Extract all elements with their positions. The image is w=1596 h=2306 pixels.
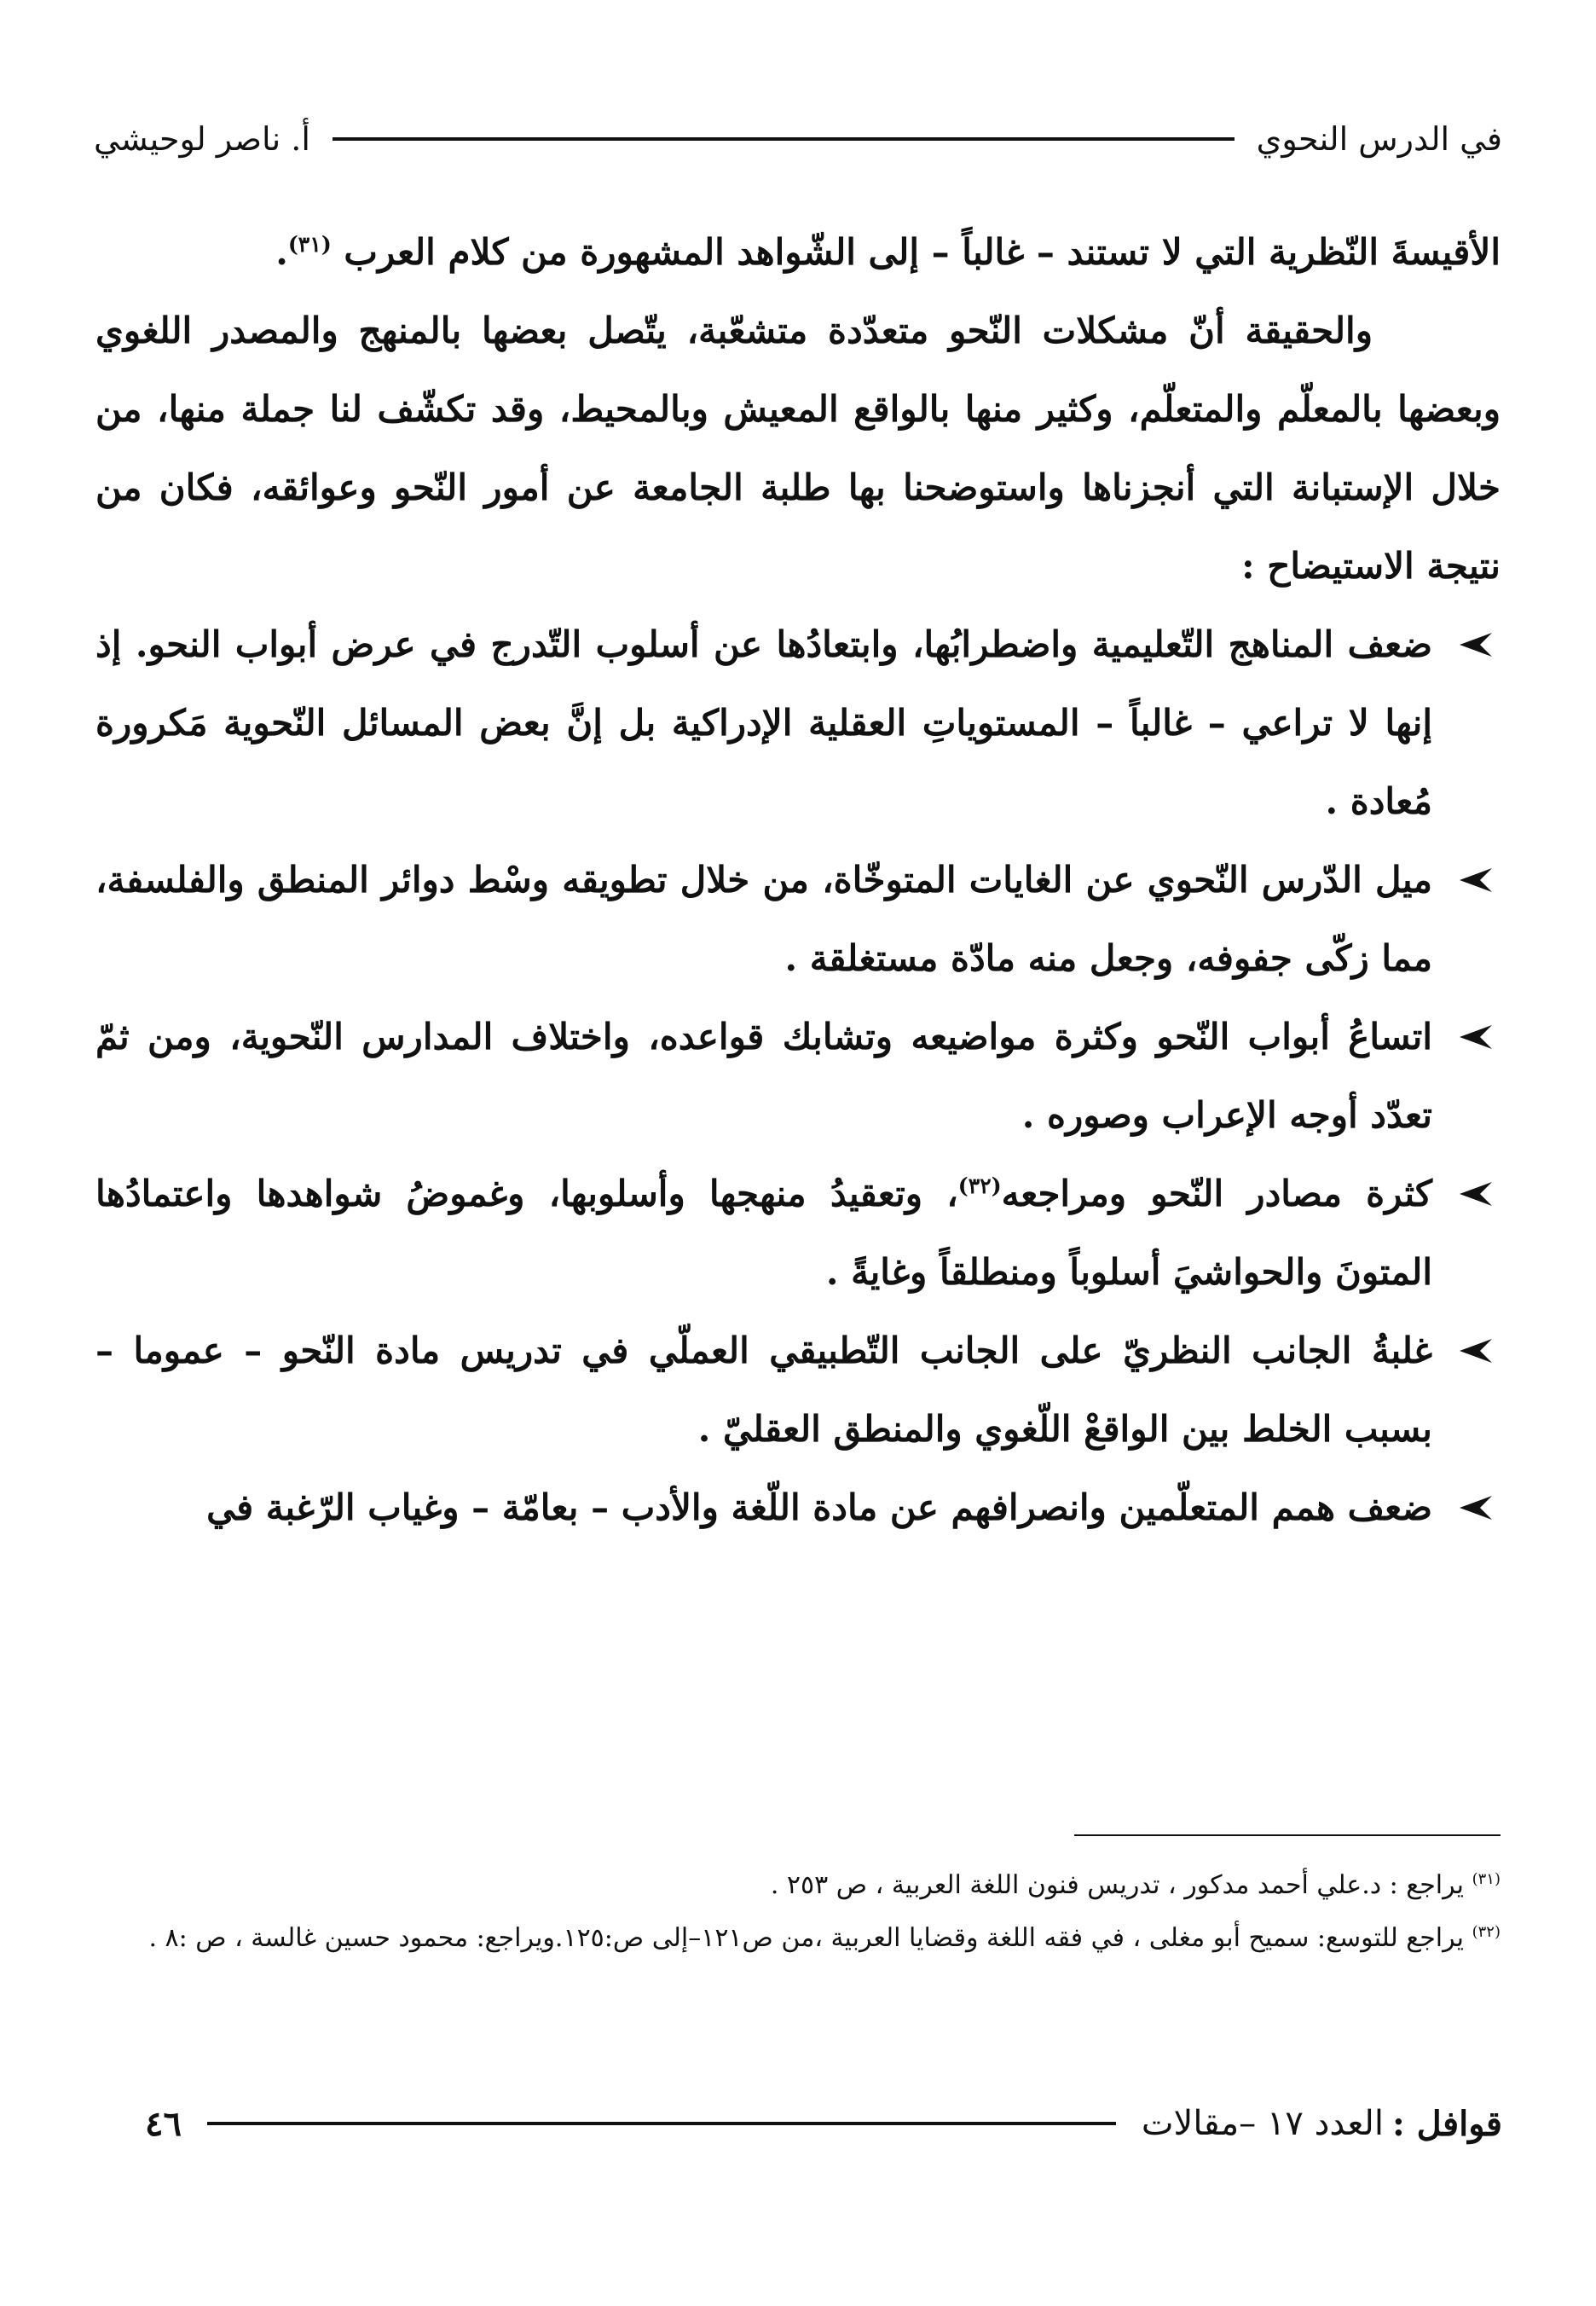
footnote-text: يراجع : د.علي أحمد مدكور ، تدريس فنون اللغة العربية ، ص ٢٥٣ . bbox=[770, 1870, 1465, 1900]
footer-issue: العدد ١٧ –مقالات bbox=[1141, 2104, 1384, 2143]
header-rule bbox=[332, 137, 1235, 141]
list-item-text: اتساعُ أبواب النّحو وكثرة مواضيعه وتشابك قواعده، واختلاف المدارس النّحوية، ومن ثمّ تعدّد أوجه الإعراب وصوره . bbox=[95, 1016, 1432, 1136]
arrowhead-bullet-icon bbox=[1458, 1022, 1495, 1052]
footer-journal: قوافل : bbox=[1391, 2103, 1502, 2144]
list-item bbox=[95, 1469, 1501, 1547]
arrowhead-bullet-icon bbox=[1458, 865, 1495, 895]
list-item-text: ميل الدّرس النّحوي عن الغايات المتوخّاة، من خلال تطويقه وسْط دوائر المنطق والفلسفة، مما زكّى جفوفه، وجعل منه مادّة مستغلقة . bbox=[95, 859, 1432, 979]
paragraph-1: الأقيسةَ النّظرية التي لا تستند – غالباً – إلى الشّواهد المشهورة من كلام العرب $^{(٣١)}$. bbox=[275, 231, 1501, 273]
arrowhead-bullet-icon bbox=[1458, 629, 1495, 660]
arrowhead-bullet-icon bbox=[1458, 1179, 1495, 1209]
list-item-text-before: كثرة مصادر النّحو ومراجعه bbox=[1001, 1173, 1433, 1214]
footnote-separator bbox=[1074, 1834, 1501, 1836]
footnote-31 bbox=[95, 1859, 1501, 1912]
paragraph-1-text: الأقيسةَ النّظرية التي لا تستند – غالباً – إلى الشّواهد المشهورة من كلام العرب bbox=[344, 231, 1501, 273]
bullet-list bbox=[95, 605, 1501, 1547]
list-item-text: غلبةُ الجانب النظريّ على الجانب التّطبيقي العملّي في تدريس مادة النّحو – عموما – بسبب الخلط بين الواقعْ اللّغوي والمنطق العقليّ . bbox=[95, 1330, 1432, 1450]
arrowhead-bullet-icon bbox=[1458, 1492, 1495, 1523]
footnote-ref-32: (٣٢) bbox=[957, 1173, 1002, 1198]
list-item bbox=[95, 605, 1501, 841]
running-footer bbox=[51, 2089, 1502, 2158]
list-item-text: ضعف المناهج التّعليمية واضطرابُها، وابتعادُها عن أسلوب التّدرج في عرض أبواب النحو. إذ إنها لا تراعي – غالباً – المستوياتِ العقلية الإدراكية بل إنَّ بعض المسائل النّحوية مَكرورة مُعادة . bbox=[95, 623, 1432, 822]
paragraph-2: والحقيقة أنّ مشكلات النّحو متعدّدة متشعّبة، يتّصل بعضها بالمنهج والمصدر اللغوي وبعضها بالمعلّم والمتعلّم، وكثير منها بالواقع المعيش وبالمحيط، وقد تكشّف لنا جملة منها، من خلال الإستبانة التي أنجزناها واستوضحنا بها طلبة الجامعة عن أمور النّحو وعوائقه، فكان من نتيجة الاستيضاح : bbox=[95, 310, 1501, 587]
footnote-text: يراجع للتوسع: سميح أبو مغلى ، في فقه اللغة وقضايا العربية ،من ص١٢١–إلى ص:١٢٥.ويراجع: محمود حسين غالسة ، ص :٨ . bbox=[148, 1923, 1465, 1953]
list-item bbox=[95, 998, 1501, 1155]
list-item-text-after: ، وتعقيدُ منهجها وأسلوبها، وغموضُ شواهدها واعتمادُها المتونَ والحواشيَ أسلوباً ومنطلقاً وغايةً . bbox=[95, 1173, 1432, 1293]
header-title: في الدرس النحوي bbox=[1256, 120, 1502, 158]
arrowhead-bullet-icon bbox=[1458, 1336, 1495, 1366]
footer-rule bbox=[207, 2122, 1116, 2125]
footnote-number: (٣١) bbox=[1472, 1870, 1501, 1888]
footnotes bbox=[95, 1859, 1501, 1965]
page-number: ٤٦ bbox=[145, 2103, 182, 2144]
list-item-text: ضعف همم المتعلّمين وانصرافهم عن مادة اللّغة والأدب – بعامّة – وغياب الرّغبة في bbox=[206, 1486, 1432, 1528]
list-item bbox=[95, 1312, 1501, 1469]
running-header bbox=[94, 109, 1502, 169]
list-item bbox=[95, 841, 1501, 998]
list-item bbox=[95, 1155, 1501, 1312]
footnote-ref-31: (٣١) bbox=[287, 231, 332, 257]
footnote-number: (٣٢) bbox=[1472, 1923, 1501, 1941]
body-text bbox=[95, 213, 1501, 1547]
header-author: أ. ناصر لوحيشي bbox=[94, 120, 310, 158]
footnote-32 bbox=[95, 1912, 1501, 1965]
